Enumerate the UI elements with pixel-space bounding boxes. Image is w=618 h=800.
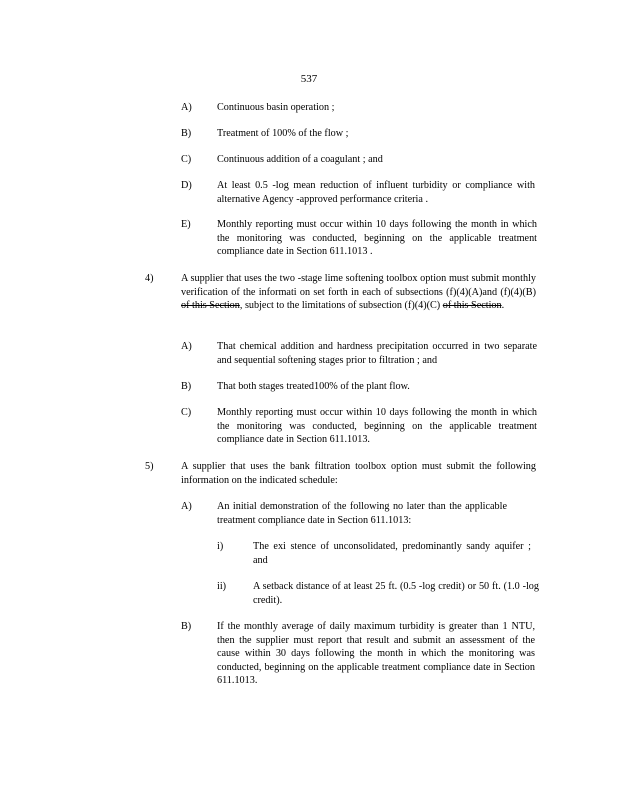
paragraph-4-item-a-text: That chemical addition and hardness precipitation occurred in two separate and sequential softening stages prior to filtration ; and <box>217 341 537 366</box>
item-e-text: Monthly reporting must occur within 10 days following the month in which the monitoring was conducted, beginning on the applicable treatment compliance date in Section 611.1013 . <box>217 219 537 257</box>
paragraph-5-item-a-i-marker: i) <box>217 541 224 552</box>
paragraph-4-item-a-marker: A) <box>181 341 192 352</box>
paragraph-5-marker: 5) <box>145 461 154 472</box>
paragraph-5-text: A supplier that uses the bank filtration toolbox option must submit the following information on the indicated schedule: <box>181 461 536 486</box>
paragraph-5-item-a-text: An initial demonstration of the following no later than the applicable treatment compliance date in Section 611.1013: <box>217 501 507 526</box>
paragraph-4-deleted-text-2: of this Section <box>442 300 502 311</box>
paragraph-5-item-a-ii-text: A setback distance of at least 25 ft. (0.5 -log credit) or 50 ft. (1.0 -log credit). <box>253 581 539 606</box>
item-d-text: At least 0.5 -log mean reduction of influent turbidity or compliance with alternative Agency -approved performance criteria . <box>217 180 535 205</box>
paragraph-4-item-b-marker: B) <box>181 381 192 392</box>
item-d-marker: D) <box>181 180 192 191</box>
item-a-marker: A) <box>181 102 192 113</box>
paragraph-4-text-part-2: , subject to the limitations of subsection (f)(4)(C) <box>239 300 441 311</box>
paragraph-4-text <box>181 272 536 313</box>
paragraph-4-item-b-text: That both stages treated100% of the plant flow. <box>217 381 410 392</box>
item-c-marker: C) <box>181 154 192 165</box>
item-a-text: Continuous basin operation ; <box>217 102 335 113</box>
paragraph-4-item-c-marker: C) <box>181 407 192 418</box>
paragraph-4-item-c-text: Monthly reporting must occur within 10 days following the month in which the monitoring was conducted, beginning on the applicable treatment compliance date in Section 611.1013. <box>217 407 537 445</box>
item-c-text: Continuous addition of a coagulant ; and <box>217 154 383 165</box>
paragraph-5-item-a-marker: A) <box>181 501 192 512</box>
paragraph-5-item-b-text: If the monthly average of daily maximum turbidity is greater than 1 NTU, then the supplier must report that result and submit an assessment of the cause within 30 days following the month in which the monitoring was conducted, beginning on the applicable treatment compliance date in Section 611.1013. <box>217 621 535 686</box>
paragraph-5-item-a-ii-marker: ii) <box>217 581 227 592</box>
page-number: 537 <box>300 73 318 85</box>
paragraph-4-text-part-3: . <box>501 300 505 311</box>
item-b-text: Treatment of 100% of the flow ; <box>217 128 349 139</box>
paragraph-4-text-part-1: A supplier that uses the two -stage lime softening toolbox option must submit monthly verification of the informati on set forth in each of subsections (f)(4)(A)and (f)(4)(B) <box>181 273 536 298</box>
paragraph-5-item-a-i-text: The exi stence of unconsolidated, predominantly sandy aquifer ; and <box>253 541 531 566</box>
paragraph-4-deleted-text-1: of this Section <box>181 300 240 311</box>
item-b-marker: B) <box>181 128 192 139</box>
paragraph-5-item-b-marker: B) <box>181 621 192 632</box>
item-e-marker: E) <box>181 219 191 230</box>
paragraph-4-marker: 4) <box>145 273 154 284</box>
